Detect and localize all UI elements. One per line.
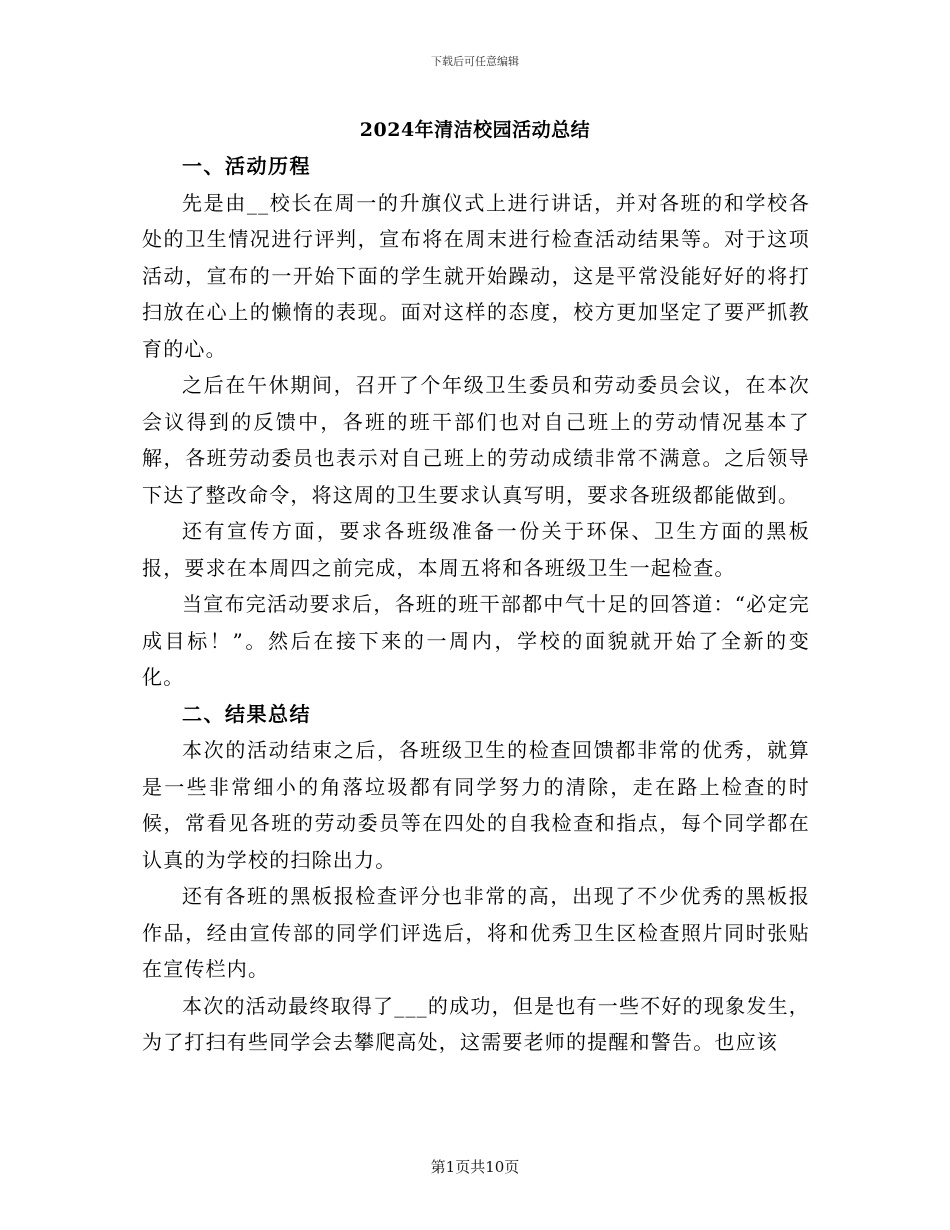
paragraph: 当宣布完活动要求后，各班的班干部都中气十足的回答道：“必定完成目标！”。然后在接下来的一周内，学校的面貌就开始了全新的变化。 [142, 592, 810, 689]
paragraph: 先是由__校长在周一的升旗仪式上进行讲话，并对各班的和学校各处的卫生情况进行评判，宣布将在周末进行检查活动结果等。对于这项活动，宣布的一开始下面的学生就开始躁动，这是平常没能好好的将打扫放在心上的懒惰的表现。面对这样的态度，校方更加坚定了要严抓教育的心。 [142, 190, 810, 361]
paragraph: 还有各班的黑板报检查评分也非常的高，出现了不少优秀的黑板报作品，经由宣传部的同学们评选后，将和优秀卫生区检查照片同时张贴在宣传栏内。 [142, 884, 810, 981]
document-body [142, 148, 810, 1061]
paragraph: 之后在午休期间，召开了个年级卫生委员和劳动委员会议，在本次会议得到的反馈中，各班的班干部们也对自己班上的劳动情况基本了解，各班劳动委员也表示对自己班上的劳动成绩非常不满意。之后领导下达了整改命令，将这周的卫生要求认真写明，要求各班级都能做到。 [142, 373, 810, 507]
header-note: 下载后可任意编辑 [431, 55, 519, 68]
paragraph: 本次的活动结束之后，各班级卫生的检查回馈都非常的优秀，就算是一些非常细小的角落垃圾都有同学努力的清除，走在路上检查的时候，常看见各班的劳动委员等在四处的自我检查和指点，每个同学都在认真的为学校的扫除出力。 [142, 738, 810, 872]
paragraph: 本次的活动最终取得了___的成功，但是也有一些不好的现象发生，为了打扫有些同学会去攀爬高处，这需要老师的提醒和警告。也应该 [142, 993, 810, 1054]
paragraph: 还有宣传方面，要求各班级准备一份关于环保、卫生方面的黑板报，要求在本周四之前完成，本周五将和各班级卫生一起检查。 [142, 519, 810, 580]
page-number: 第1页共10页 [430, 1158, 520, 1176]
document-title: 2024年清洁校园活动总结 [359, 119, 591, 141]
section-heading-2: 二、结果总结 [182, 701, 311, 726]
section-heading-1: 一、活动历程 [182, 154, 311, 178]
